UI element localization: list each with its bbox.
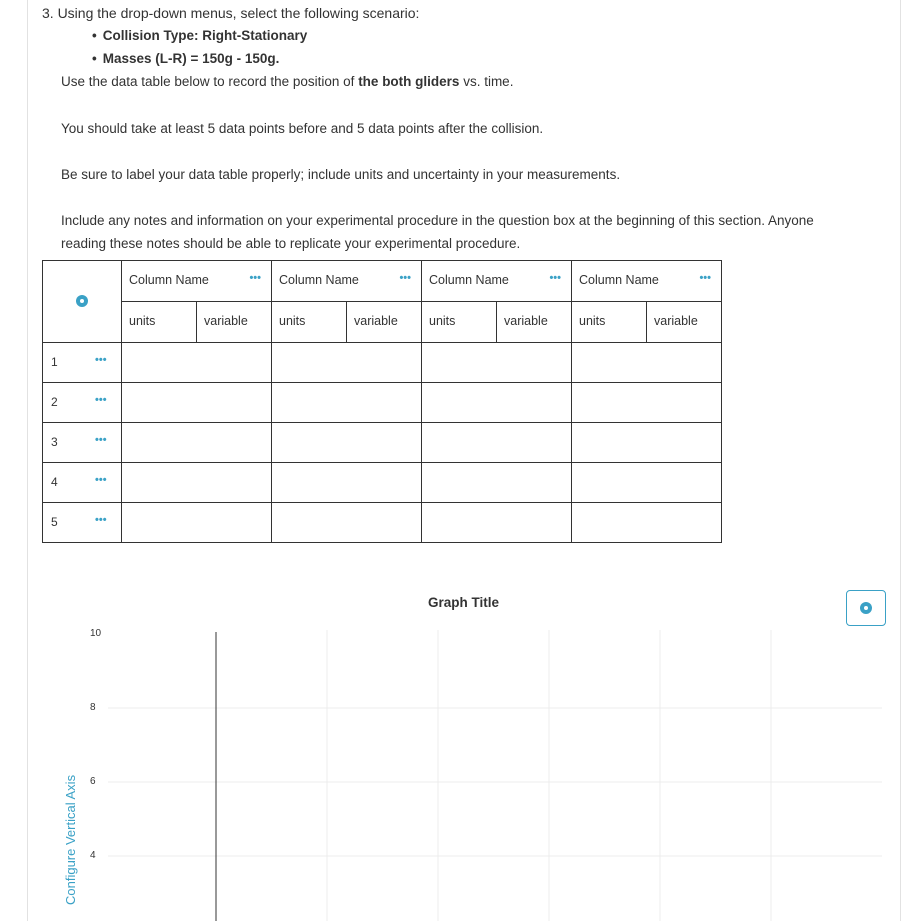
row-header [43, 463, 122, 503]
row-menu-icon[interactable]: ••• [95, 354, 107, 366]
instruction-text: Use the data table below to record the position of the both gliders vs. time. [61, 74, 514, 89]
data-cell[interactable] [272, 343, 422, 383]
graph-title[interactable]: Graph Title [428, 595, 500, 610]
data-cell[interactable] [572, 423, 722, 463]
row-number: 4 [51, 475, 58, 489]
data-cell[interactable] [272, 383, 422, 423]
units-field[interactable]: units [279, 314, 306, 328]
column-menu-icon[interactable]: ••• [399, 272, 411, 284]
column-name-label[interactable]: Column Name [279, 273, 359, 287]
column-units-cell [272, 302, 422, 343]
variable-field[interactable]: variable [504, 314, 548, 328]
variable-field[interactable]: variable [204, 314, 248, 328]
units-divider [646, 302, 647, 342]
data-cell[interactable] [572, 343, 722, 383]
data-cell[interactable] [272, 503, 422, 543]
data-cell[interactable] [572, 503, 722, 543]
units-field[interactable]: units [129, 314, 156, 328]
data-cell[interactable] [422, 503, 572, 543]
row-number: 3 [51, 435, 58, 449]
data-cell[interactable] [122, 503, 272, 543]
column-header[interactable] [422, 261, 572, 302]
data-cell[interactable] [272, 463, 422, 503]
data-cell[interactable] [422, 343, 572, 383]
row-header [43, 343, 122, 383]
row-number: 1 [51, 355, 58, 369]
data-cell[interactable] [122, 343, 272, 383]
units-field[interactable]: units [429, 314, 456, 328]
graph-settings-button[interactable] [846, 590, 886, 626]
data-cell[interactable] [572, 463, 722, 503]
row-menu-icon[interactable]: ••• [95, 474, 107, 486]
row-menu-icon[interactable]: ••• [95, 394, 107, 406]
column-units-cell [122, 302, 272, 343]
units-divider [496, 302, 497, 342]
procedure-note-line-1: Include any notes and information on your experimental procedure in the question box at the beginning of this section. Anyone [61, 213, 814, 228]
y-tick-label: 4 [90, 850, 96, 861]
data-cell[interactable] [422, 463, 572, 503]
label-note: Be sure to label your data table properly; include units and uncertainty in your measurements. [61, 167, 621, 182]
column-name-label[interactable]: Column Name [129, 273, 209, 287]
data-cell[interactable] [272, 423, 422, 463]
column-header[interactable] [122, 261, 272, 302]
column-menu-icon[interactable]: ••• [249, 272, 261, 284]
row-header [43, 503, 122, 543]
row-menu-icon[interactable]: ••• [95, 434, 107, 446]
row-header [43, 423, 122, 463]
column-header[interactable] [572, 261, 722, 302]
y-tick-label: 8 [90, 702, 96, 713]
row-menu-icon[interactable]: ••• [95, 514, 107, 526]
scenario-masses: • Masses (L-R) = 150g - 150g. [92, 51, 279, 66]
variable-field[interactable]: variable [654, 314, 698, 328]
graph-plot-area[interactable] [108, 630, 882, 921]
gear-icon [860, 602, 872, 614]
question-heading: 3. Using the drop-down menus, select the following scenario: [42, 5, 420, 21]
column-menu-icon[interactable]: ••• [549, 272, 561, 284]
column-name-label[interactable]: Column Name [579, 273, 659, 287]
data-table [42, 260, 722, 543]
y-tick-label: 10 [90, 628, 102, 639]
scenario-collision-type: • Collision Type: Right-Stationary [92, 28, 307, 43]
data-cell[interactable] [422, 383, 572, 423]
data-cell[interactable] [572, 383, 722, 423]
column-name-label[interactable]: Column Name [429, 273, 509, 287]
table-settings-cell [43, 261, 122, 343]
units-divider [196, 302, 197, 342]
data-points-note: You should take at least 5 data points before and 5 data points after the collision. [61, 121, 544, 136]
configure-vertical-axis-button[interactable]: Configure Vertical Axis [63, 774, 78, 905]
units-divider [346, 302, 347, 342]
data-cell[interactable] [122, 463, 272, 503]
procedure-note-line-2: reading these notes should be able to replicate your experimental procedure. [61, 236, 521, 251]
row-header [43, 383, 122, 423]
column-units-cell [422, 302, 572, 343]
table-settings-gear-icon[interactable] [76, 295, 88, 307]
y-tick-label: 6 [90, 776, 96, 787]
column-menu-icon[interactable]: ••• [699, 272, 711, 284]
variable-field[interactable]: variable [354, 314, 398, 328]
row-number: 2 [51, 395, 58, 409]
row-number: 5 [51, 515, 58, 529]
column-header[interactable] [272, 261, 422, 302]
data-cell[interactable] [122, 383, 272, 423]
data-cell[interactable] [422, 423, 572, 463]
units-field[interactable]: units [579, 314, 606, 328]
data-cell[interactable] [122, 423, 272, 463]
column-units-cell [572, 302, 722, 343]
